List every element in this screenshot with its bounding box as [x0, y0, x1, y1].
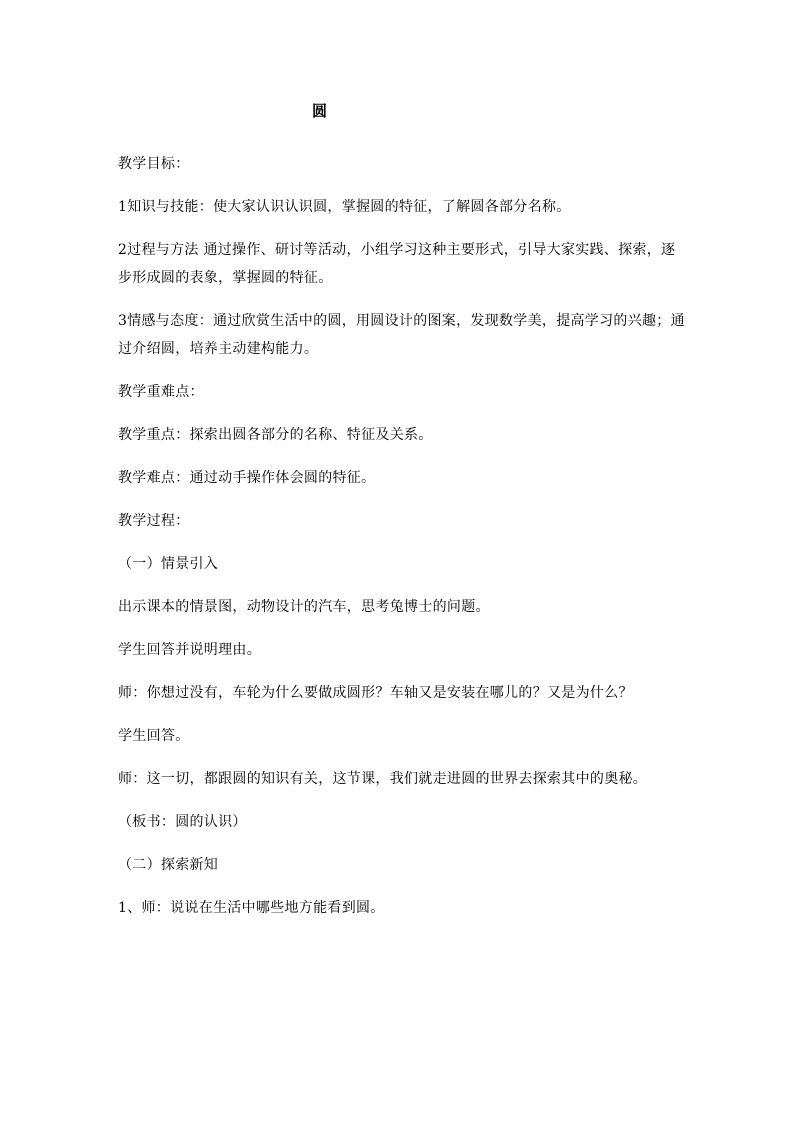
document-title: 圆 [312, 102, 328, 120]
process-paragraph: 学生回答并说明理由。 [118, 642, 261, 658]
process-paragraph: 1、师：说说在生活中哪些地方能看到圆。 [118, 900, 385, 916]
section-explore-new-knowledge: （二）探索新知 [118, 857, 219, 873]
objective-process-methods: 2过程与方法 通过操作、研讨等活动，小组学习这种主要形式，引导大家实践、探索，逐步形成圆的表象，掌握圆的特征。 [118, 242, 676, 286]
process-paragraph: 出示课本的情景图，动物设计的汽车，思考兔博士的问题。 [118, 599, 490, 615]
process-paragraph: 学生回答。 [118, 728, 190, 744]
teacher-question: 师：你想过没有，车轮为什么要做成圆形？车轴又是安装在哪儿的？又是为什么？ [118, 685, 633, 701]
heading-teaching-process: 教学过程： [118, 513, 190, 529]
heading-teaching-objectives: 教学目标： [118, 156, 190, 172]
objective-emotion-attitude: 3情感与态度：通过欣赏生活中的圆，用圆设计的图案，发现数学美，提高学习的兴趣；通过介绍圆，培养主动建构能力。 [118, 313, 685, 357]
blackboard-note: （板书：圆的认识） [118, 814, 247, 830]
document-body [118, 150, 688, 937]
section-scenario-introduction: （一）情景引入 [118, 556, 219, 572]
teacher-statement: 师：这一切，都跟圆的知识有关，这节课，我们就走进圆的世界去探索其中的奥秘。 [118, 771, 648, 787]
teaching-difficult-point: 教学难点：通过动手操作体会圆的特征。 [118, 470, 376, 486]
teaching-key-point: 教学重点：探索出圆各部分的名称、特征及关系。 [118, 427, 433, 443]
heading-key-difficult-points: 教学重难点： [118, 384, 204, 400]
objective-knowledge-skills: 1知识与技能：使大家认识认识圆，掌握圆的特征，了解圆各部分名称。 [118, 199, 571, 215]
